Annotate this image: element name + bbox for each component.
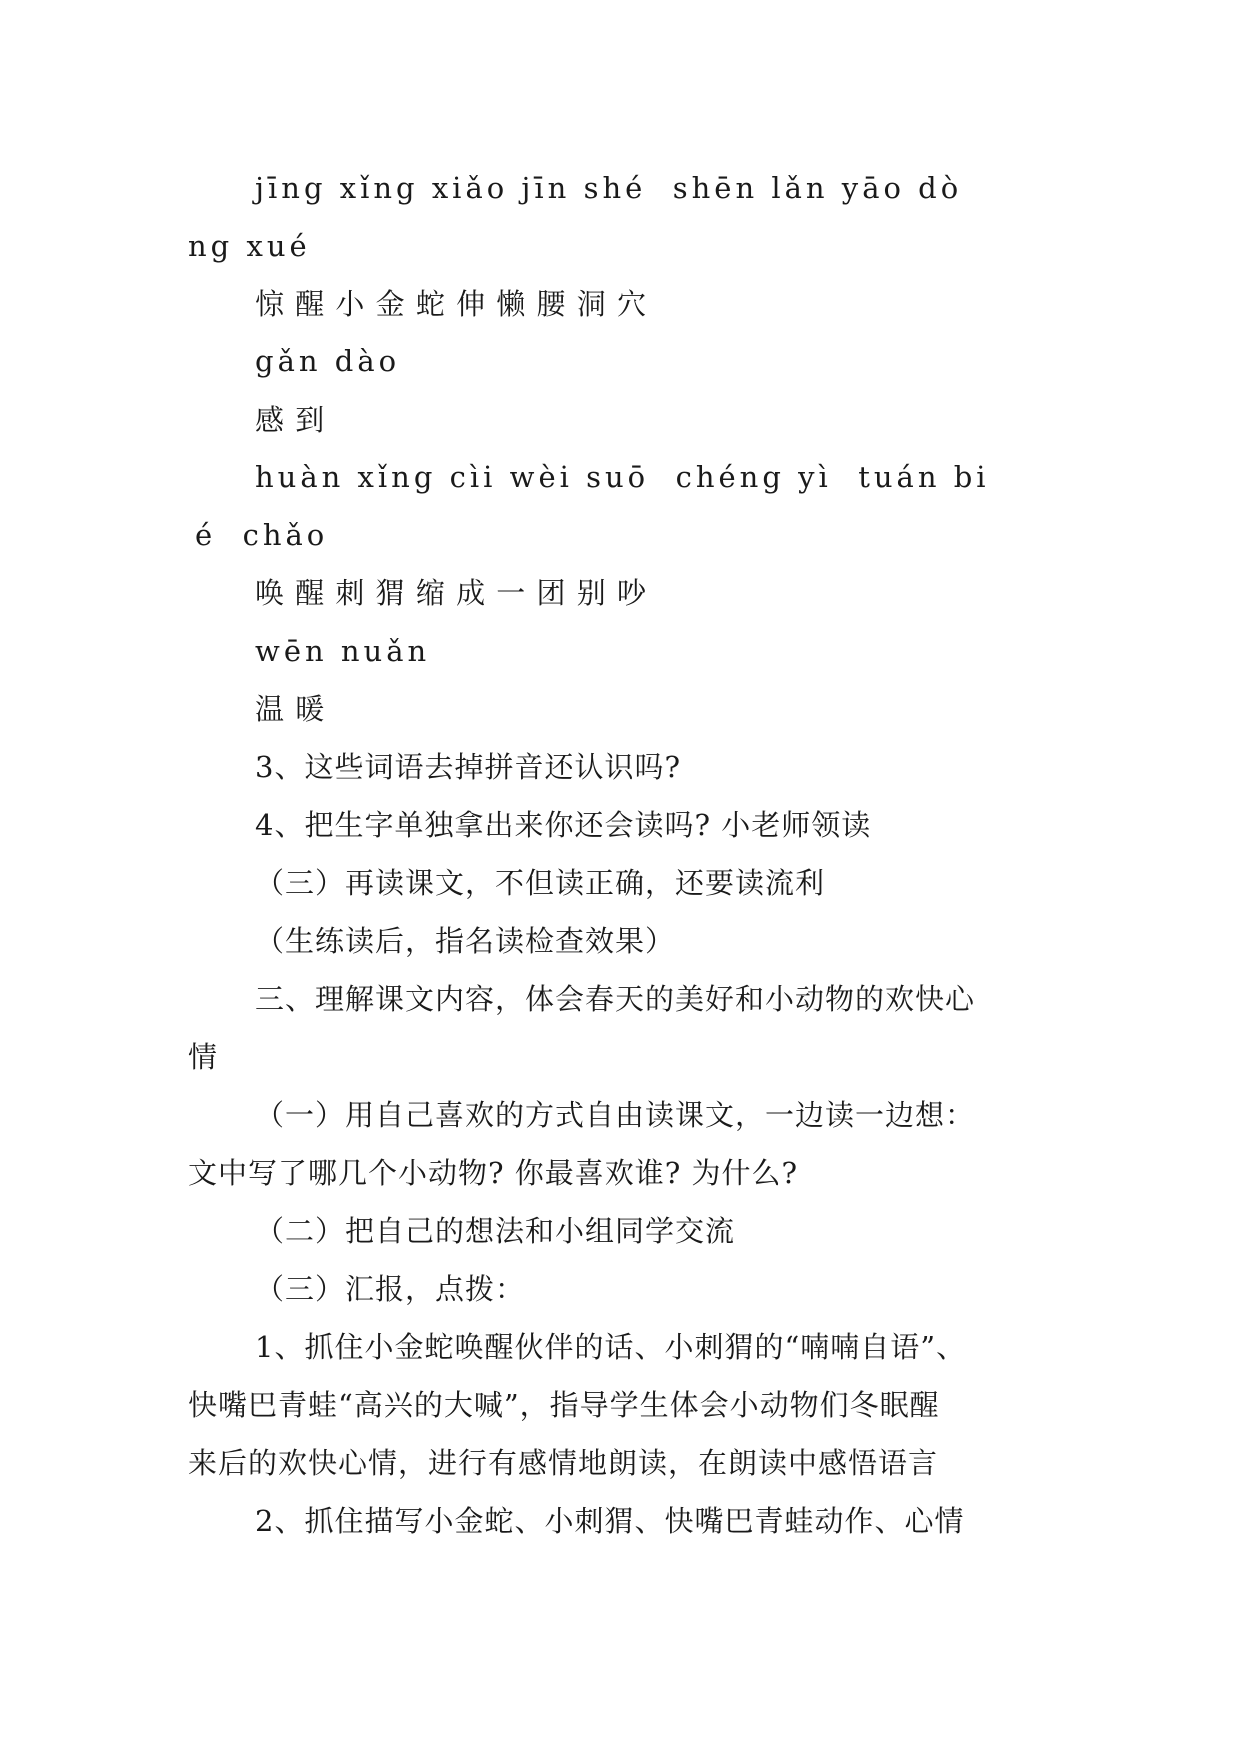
paragraph-line: （三）汇报，点拨： [255, 1272, 526, 1306]
paragraph-line: 文中写了哪几个小动物? 你最喜欢谁? 为什么? [188, 1156, 799, 1190]
hanzi-line: 惊 醒 小 金 蛇 伸 懒 腰 洞 穴 [255, 287, 647, 321]
section-heading: 三、理解课文内容，体会春天的美好和小动物的欢快心 [255, 982, 976, 1016]
paragraph-line: （三）再读课文，不但读正确，还要读流利 [255, 866, 826, 900]
paragraph-line: 4、把生字单独拿出来你还会读吗? 小老师领读 [255, 808, 872, 842]
hanzi-line: 感 到 [255, 403, 326, 437]
paragraph-line: （生练读后，指名读检查效果） [255, 924, 676, 958]
paragraph-line: 3、这些词语去掉拼音还认识吗? [255, 750, 681, 784]
paragraph-line: （一）用自己喜欢的方式自由读课文，一边读一边想： [255, 1098, 976, 1132]
hanzi-line: 温 暖 [255, 692, 326, 726]
paragraph-line: （二）把自己的想法和小组同学交流 [255, 1214, 736, 1248]
pinyin-line: é chǎo [195, 518, 329, 552]
paragraph-line: 快嘴巴青蛙“高兴的大喊”，指导学生体会小动物们冬眠醒 [188, 1388, 940, 1422]
pinyin-line: jīng xǐng xiǎo jīn shé shēn lǎn yāo dò [255, 171, 963, 205]
paragraph-line: 来后的欢快心情，进行有感情地朗读，在朗读中感悟语言 [188, 1446, 939, 1480]
pinyin-line: wēn nuǎn [255, 634, 431, 668]
hanzi-line: 唤 醒 刺 猬 缩 成 一 团 别 吵 [255, 576, 647, 610]
paragraph-line: 2、抓住描写小金蛇、小刺猬、快嘴巴青蛙动作、心情 [255, 1504, 965, 1538]
pinyin-line: huàn xǐng cìi wèi suō chéng yì tuán bi [255, 460, 990, 494]
paragraph-line: 1、抓住小金蛇唤醒伙伴的话、小刺猬的“喃喃自语”、 [255, 1330, 967, 1364]
pinyin-line: ng xué [188, 229, 311, 263]
paragraph-line: 情 [188, 1040, 219, 1074]
pinyin-line: gǎn dào [255, 344, 401, 378]
